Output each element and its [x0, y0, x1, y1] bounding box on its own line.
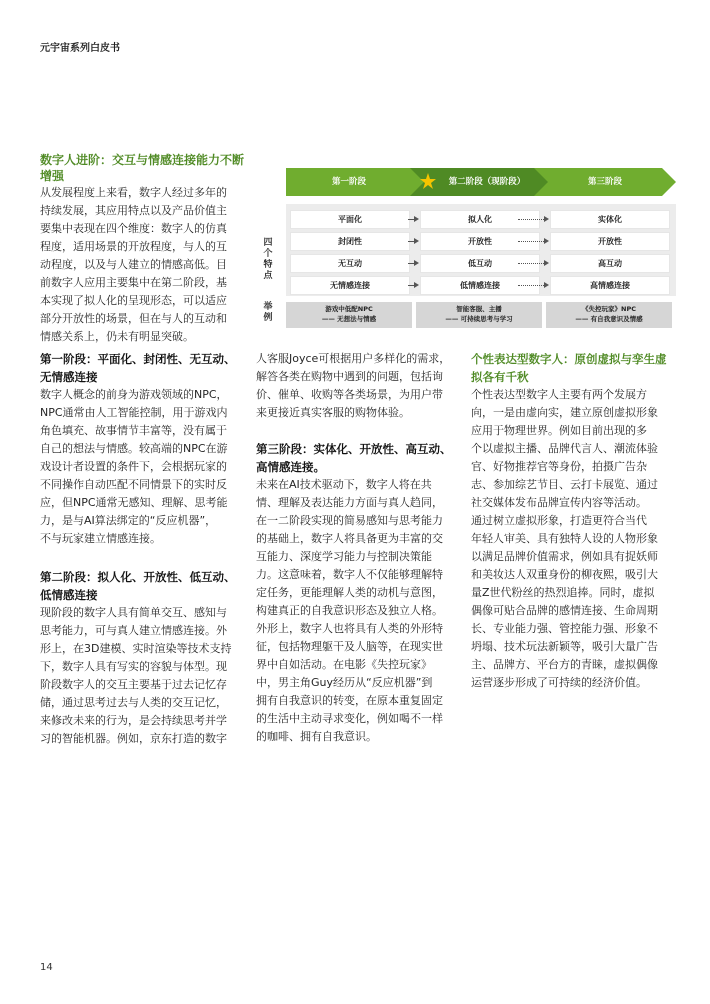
paragraph-line: 主、品牌方、平台方的青睐，虚拟偶像 — [471, 658, 658, 671]
paragraph-line: 力，是与AI算法绑定的“反应机器”， — [40, 514, 217, 527]
arrow-head-icon — [414, 216, 419, 222]
stage-1-feature: 封闭性 — [290, 232, 410, 251]
arrow-head-icon — [544, 238, 549, 244]
stage-1-bar — [286, 168, 426, 196]
paragraph-line: 的咖啡、拥有自我意识。 — [256, 730, 377, 743]
example-note: —— 可持续思考与学习 — [445, 315, 513, 323]
paragraph-line: 戏设计者设置的条件下，会根据玩家的 — [40, 460, 227, 473]
arrow-head-icon — [544, 282, 549, 288]
paragraph-line: 构建真正的自我意识形态及独立人格。 — [256, 604, 443, 617]
heading-line: 拟各有千秋 — [471, 370, 529, 384]
paragraph-line: 外形上，数字人也将具有人类的外形特 — [256, 622, 443, 635]
paragraph-line: 储，通过思考过去与人类的交互记忆， — [40, 696, 227, 709]
heading-line: 第一阶段：平面化、封闭性、无互动、 — [40, 352, 236, 366]
intro-line: 动程度，以及与人建立的情感高低。目 — [40, 258, 227, 271]
paragraph-line: 社交媒体发布品牌宣传内容等活动。 — [471, 496, 647, 509]
paragraph-line: 运营逐步形成了可持续的经济价值。 — [471, 676, 647, 689]
paragraph-line: 应，但NPC通常无感知、理解、思考能 — [40, 496, 228, 509]
dotted-arrow-line — [518, 241, 544, 242]
paragraph-line: 下，数字人具有写实的容貌与体型。现 — [40, 660, 227, 673]
stage-1-feature: 无互动 — [290, 254, 410, 273]
arrow-head-icon — [414, 238, 419, 244]
paragraph-line: 长、专业能力强、管控能力强、形象不 — [471, 622, 658, 635]
paragraph-line: 情、理解及表达能力方面与真人趋同， — [256, 496, 443, 509]
stage-2-feature: 开放性 — [420, 232, 540, 251]
arrow-head-icon — [544, 260, 549, 266]
dotted-arrow-line — [518, 263, 544, 264]
side-label-char: 点 — [263, 271, 273, 281]
examples-label — [262, 302, 274, 324]
paragraph-line: 的基础上，数字人将具备更为丰富的交 — [256, 532, 443, 545]
paragraph-line: 习的智能机器。例如，京东打造的数字 — [40, 732, 227, 745]
stage-3-bar — [534, 168, 676, 196]
stage-2-paragraph-continued — [256, 350, 471, 422]
column-3 — [471, 350, 686, 692]
paragraph-line: 官、好物推荐官等身份，拍摄广告杂 — [471, 460, 647, 473]
section-heading-line-2: 增强 — [40, 169, 65, 183]
dotted-arrow-line — [518, 285, 544, 286]
stage-3-feature: 实体化 — [550, 210, 670, 229]
paragraph-line: 和美妆达人双重身份的柳夜熙，吸引大 — [471, 568, 658, 581]
section-heading — [40, 152, 265, 184]
stage-1-heading — [40, 350, 255, 386]
stage-1-example — [286, 302, 412, 328]
four-features-label — [262, 238, 274, 282]
example-title: 游戏中低配NPC — [325, 305, 373, 313]
paragraph-line: 的生活中主动寻求变化，例如喝不一样 — [256, 712, 443, 725]
paragraph-line: 拥有自我意识的转变，在原本重复固定 — [256, 694, 443, 707]
paragraph-line: 量Z世代粉丝的热烈追捧。同时，虚拟 — [471, 586, 655, 599]
side-label-char: 特 — [263, 260, 273, 270]
stage-diagram — [256, 168, 676, 328]
page-number: 14 — [40, 962, 53, 973]
stage-2-bar — [410, 168, 550, 196]
paragraph-line: 志、参加综艺节目、云打卡展览、通过 — [471, 478, 658, 491]
stage-1-feature: 平面化 — [290, 210, 410, 229]
heading-line: 高情感连接。 — [256, 460, 325, 474]
paragraph-line: 中，男主角Guy经历从“反应机器”到 — [256, 676, 433, 689]
side-label-char: 四 — [263, 238, 273, 248]
stage-1-feature: 无情感连接 — [290, 276, 410, 295]
stage-2-label: 第二阶段（现阶段） — [448, 177, 526, 187]
paragraph-line: 在一二阶段实现的简易感知与思考能力 — [256, 514, 443, 527]
paragraph-line: 坍塌、技术玩法新颖等，吸引大量广告 — [471, 640, 658, 653]
dotted-arrow-line — [518, 219, 544, 220]
paragraph-line: 人客服Joyce可根据用户多样化的需求， — [256, 352, 451, 365]
paragraph-line: 现阶段的数字人具有简单交互、感知与 — [40, 606, 227, 619]
heading-line: 个性表达型数字人：原创虚拟与孪生虚 — [471, 352, 667, 366]
paragraph-line: 未来在AI技术驱动下，数字人将在共 — [256, 478, 432, 491]
stage-2-example — [416, 302, 542, 328]
paragraph-line: 不与玩家建立情感连接。 — [40, 532, 161, 545]
example-note: —— 有自我意识及情感 — [575, 315, 643, 323]
paragraph-line: 定任务，更能理解人类的动机与意图， — [256, 586, 443, 599]
intro-line: 前数字人应用主要集中在第二阶段，基 — [40, 276, 227, 289]
stage-2-paragraph — [40, 604, 255, 748]
paragraph-line: 力。这意味着，数字人不仅能够理解特 — [256, 568, 443, 581]
section-heading-line-1: 数字人进阶：交互与情感连接能力不断 — [40, 153, 245, 167]
example-label-char: 举 — [263, 302, 273, 312]
stage-2-heading — [40, 568, 255, 604]
paragraph-line: 个以虚拟主播、品牌代言人、潮流体验 — [471, 442, 658, 455]
intro-line: 要集中表现在四个维度：数字人的仿真 — [40, 222, 227, 235]
stage-2-feature: 低互动 — [420, 254, 540, 273]
example-title: 《失控玩家》NPC — [582, 305, 636, 313]
example-title: 智能客服、主播 — [456, 305, 502, 313]
heading-line: 第三阶段：实体化、开放性、高互动、 — [256, 442, 452, 456]
example-note: —— 无想法与情感 — [321, 315, 377, 323]
paragraph-line: 数字人概念的前身为游戏领域的NPC， — [40, 388, 228, 401]
paragraph-line: 角色填充、故事情节丰富等，没有属于 — [40, 424, 227, 437]
heading-line: 第二阶段：拟人化、开放性、低互动、 — [40, 570, 236, 584]
stage-1-paragraph — [40, 386, 255, 548]
column-2 — [256, 350, 471, 746]
stage-3-feature: 开放性 — [550, 232, 670, 251]
heading-line: 低情感连接 — [40, 588, 98, 602]
intro-line: 部分开放性的场景，但在与人的互动和 — [40, 312, 227, 325]
paragraph-line: 应用于物理世界。例如目前出现的多 — [471, 424, 647, 437]
paragraph-line: 征，包括物理躯干及人脑等，在现实世 — [256, 640, 443, 653]
stage-2-feature: 低情感连接 — [420, 276, 540, 295]
paragraph-line: 思考能力，可与真人建立情感连接。外 — [40, 624, 227, 637]
paragraph-line: 年轻人审美、具有独特人设的人物形象 — [471, 532, 658, 545]
paragraph-line: 通过树立虚拟形象，打造更符合当代 — [471, 514, 647, 527]
stage-3-label: 第三阶段 — [587, 177, 622, 187]
paragraph-line: NPC通常由人工智能控制，用于游戏内 — [40, 406, 228, 419]
intro-paragraph — [40, 184, 265, 346]
paragraph-line: 形上，在3D建模、实时渲染等技术支持 — [40, 642, 232, 655]
stage-3-example — [546, 302, 672, 328]
stage-3-feature: 高互动 — [550, 254, 670, 273]
column-1 — [40, 350, 255, 748]
paragraph-line: 偶像可贴合品牌的感情连接、生命周期 — [471, 604, 658, 617]
arrow-head-icon — [544, 216, 549, 222]
document-series-title: 元宇宙系列白皮书 — [40, 43, 120, 54]
paragraph-line: 以满足品牌价值需求，例如具有捉妖师 — [471, 550, 658, 563]
heading-line: 无情感连接 — [40, 370, 98, 384]
paragraph-line: 阶段数字人的交互主要基于过去记忆存 — [40, 678, 227, 691]
stage-2-feature: 拟人化 — [420, 210, 540, 229]
paragraph-line: 来更接近真实客服的购物体验。 — [256, 406, 410, 419]
personal-expression-heading — [471, 350, 686, 386]
arrow-head-icon — [414, 282, 419, 288]
personal-expression-paragraph — [471, 386, 686, 692]
stage-1-label: 第一阶段 — [331, 177, 366, 187]
arrow-head-icon — [414, 260, 419, 266]
paragraph-line: 界中自如活动。在电影《失控玩家》 — [256, 658, 432, 671]
paragraph-line: 来修改未来的行为，是会持续思考并学 — [40, 714, 227, 727]
stage-3-heading — [256, 440, 471, 476]
paragraph-line: 价、催单、收购等各类场景，为用户带 — [256, 388, 443, 401]
intro-line: 程度，适用场景的开放程度，与人的互 — [40, 240, 227, 253]
example-label-char: 例 — [263, 313, 273, 323]
intro-line: 本实现了拟人化的呈现形态，可以适应 — [40, 294, 227, 307]
paragraph-line: 解答各类在购物中遇到的问题，包括询 — [256, 370, 443, 383]
side-label-char: 个 — [263, 249, 273, 259]
paragraph-line: 自己的想法与情感。较高端的NPC在游 — [40, 442, 228, 455]
paragraph-line: 个性表达型数字人主要有两个发展方 — [471, 388, 647, 401]
paragraph-line: 互能力、深度学习能力与控制决策能 — [256, 550, 432, 563]
stage-3-paragraph — [256, 476, 471, 746]
intro-line: 从发展程度上来看，数字人经过多年的 — [40, 186, 227, 199]
paragraph-line: 不同操作自动匹配不同情景下的实时反 — [40, 478, 227, 491]
intro-line: 持续发展，其应用特点以及产品价值主 — [40, 204, 227, 217]
paragraph-line: 向，一是由虚向实，建立原创虚拟形象 — [471, 406, 658, 419]
stage-3-feature: 高情感连接 — [550, 276, 670, 295]
intro-line: 情感关系上，仍未有明显突破。 — [40, 330, 194, 343]
